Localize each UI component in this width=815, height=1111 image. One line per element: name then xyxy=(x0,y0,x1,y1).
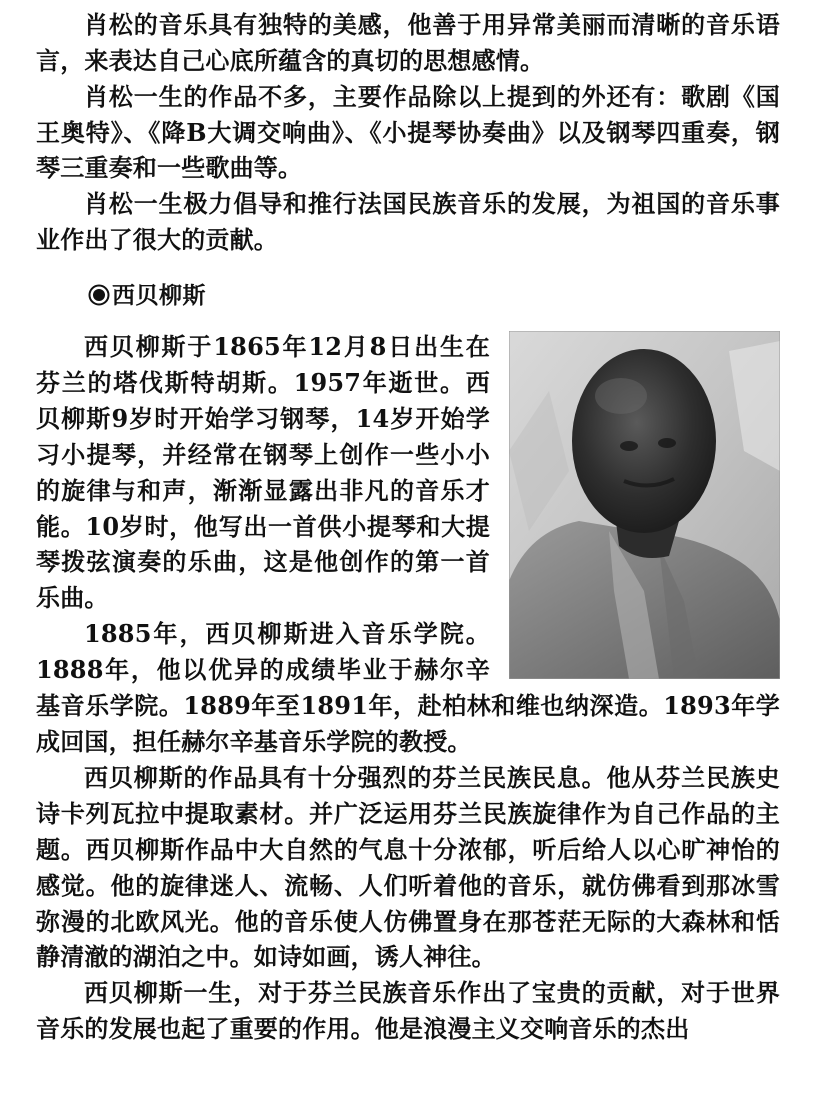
sibelius-section xyxy=(36,329,780,1047)
section-heading-text: 西贝柳斯 xyxy=(112,282,206,309)
portrait-photo-icon xyxy=(509,331,780,679)
bullet-circle-icon xyxy=(88,284,110,306)
paragraph-sibelius-education: 1885年，西贝柳斯进入音乐学院。1888年，他以优异的成绩毕业于赫尔辛基音乐学院。1889年至1891年，赴柏林和维也纳深造。1893年学成回国，担任赫尔辛基音乐学院的教授。 xyxy=(36,619,780,756)
paragraph-chausson-contribution: 肖松一生极力倡导和推行法国民族音乐的发展，为祖国的音乐事业作出了很大的贡献。 xyxy=(36,189,780,254)
paragraph-sibelius-legacy: 西贝柳斯一生，对于芬兰民族音乐作出了宝贵的贡献，对于世界音乐的发展也起了重要的作用。他是浪漫主义交响音乐的杰出 xyxy=(36,978,780,1044)
paragraph-sibelius-style: 西贝柳斯的作品具有十分强烈的芬兰民族民息。他从芬兰民族史诗卡列瓦拉中提取素材。并广泛运用芬兰民族旋律作为自己作品的主题。西贝柳斯作品中大自然的气息十分浓郁，听后给人以心旷神怡的感觉。他的旋律迷人、流畅、人们听着他的音乐，就仿佛看到那冰雪弥漫的北欧风光。他的音乐使人仿佛置身在那苍茫无际的大森林和恬静清澈的湖泊之中。如诗如画，诱人神往。 xyxy=(36,762,780,972)
paragraph-chausson-style: 肖松的音乐具有独特的美感，他善于用异常美丽而清晰的音乐语言，来表达自己心底所蕴含的真切的思想感情。 xyxy=(36,10,780,75)
photo-frame xyxy=(502,329,780,681)
section-heading xyxy=(88,279,206,313)
paragraph-chausson-works: 肖松一生的作品不多，主要作品除以上提到的外还有：歌剧《国王奥特》、《降B大调交响曲》、《小提琴协奏曲》以及钢琴四重奏，钢琴三重奏和一些歌曲等。 xyxy=(36,82,780,182)
paragraph-sibelius-birth: 西贝柳斯于1865年12月8日出生在芬兰的塔伐斯特胡斯。1957年逝世。西贝柳斯9岁时开始学习钢琴，14岁开始学习小提琴，并经常在钢琴上创作一些小小的旋律与和声，渐渐显露出非凡的音乐才能。10岁时，他写出一首供小提琴和大提琴拨弦演奏的乐曲，这是他创作的第一首乐曲。 xyxy=(36,332,490,613)
